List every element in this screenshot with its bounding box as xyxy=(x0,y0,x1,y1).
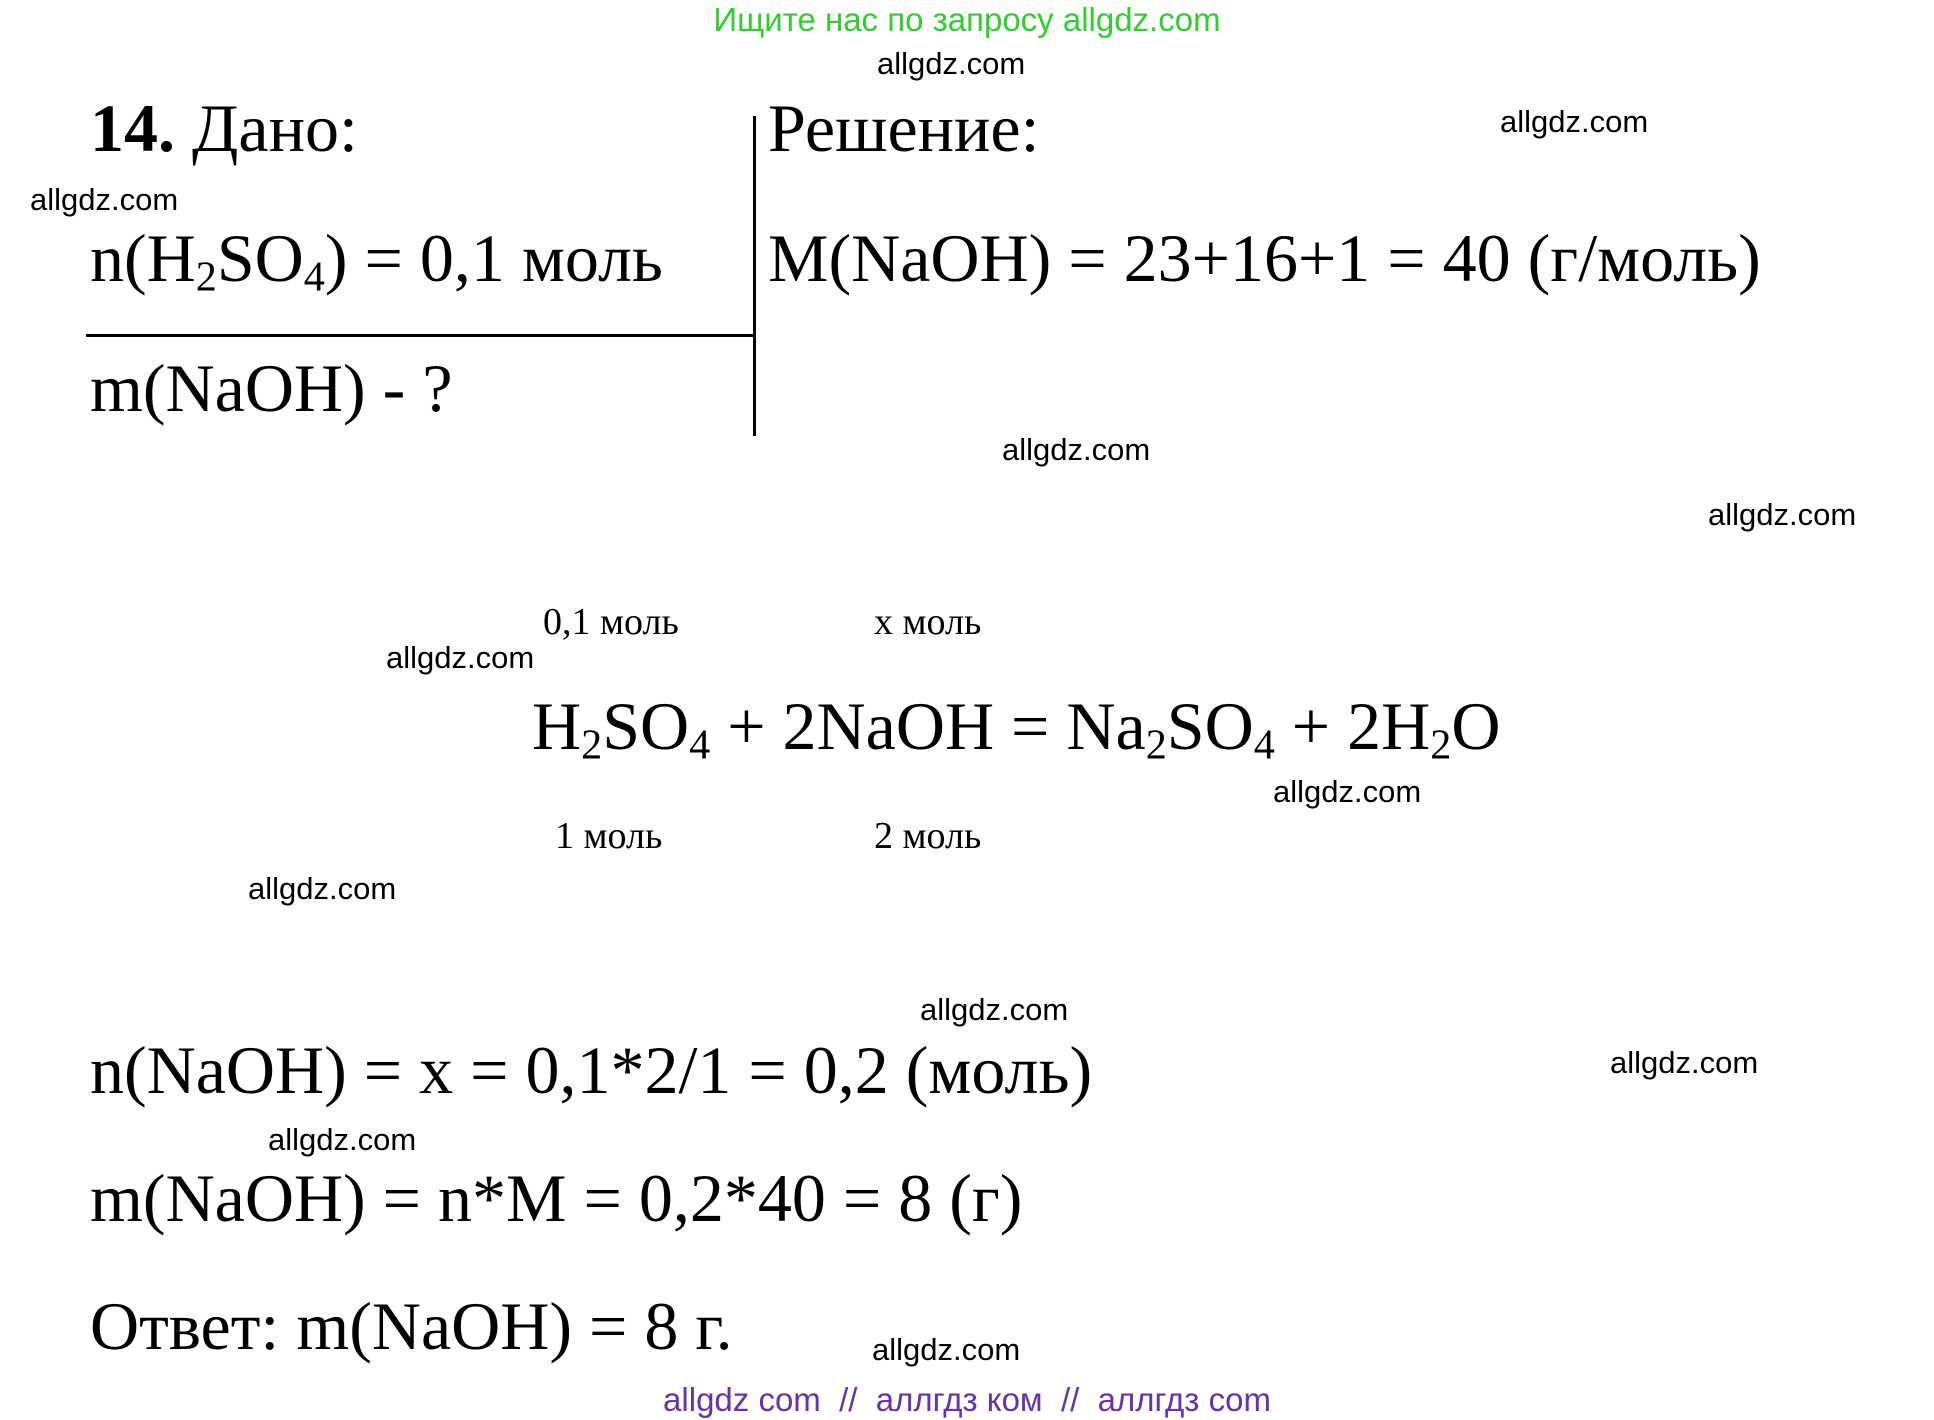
answer: Ответ: m(NaOH) = 8 г. xyxy=(90,1288,733,1364)
problem-heading xyxy=(90,88,358,168)
watermark: allgdz.com xyxy=(1708,497,1857,532)
equation-below-right: 2 моль xyxy=(874,815,982,857)
bottom-banner[interactable]: allgdz com // аллгдз ком // аллгдз com xyxy=(663,1381,1271,1418)
watermark: allgdz.com xyxy=(1500,104,1649,139)
problem-number: 14. xyxy=(90,90,175,166)
watermark: allgdz.com xyxy=(248,871,397,906)
watermark: allgdz.com xyxy=(1273,774,1422,809)
calculation-amount: n(NaOH) = х = 0,1*2/1 = 0,2 (моль) xyxy=(90,1032,1093,1108)
solution-divider xyxy=(753,116,756,436)
watermark: allgdz.com xyxy=(386,640,535,675)
calculation-mass: m(NaOH) = n*M = 0,2*40 = 8 (г) xyxy=(90,1160,1023,1236)
equation-above-left: 0,1 моль xyxy=(543,601,679,643)
molar-mass: M(NaOH) = 23+16+1 = 40 (г/моль) xyxy=(768,220,1761,296)
equation-below-left: 1 моль xyxy=(555,815,663,857)
solution-label: Решение: xyxy=(768,90,1040,166)
chemical-equation: $H_2SO_4$ + 2NaOH = $Na_2SO_4 + 2H_2O$ xyxy=(532,688,1501,769)
watermark: allgdz.com xyxy=(30,182,179,217)
watermark: allgdz.com xyxy=(1002,432,1151,467)
given-label: Дано: xyxy=(192,90,358,166)
given-amount: $n(H_2SO_4) = 0,1$ моль xyxy=(90,220,663,301)
watermark: allgdz.com xyxy=(268,1122,417,1157)
watermark: allgdz.com xyxy=(1610,1045,1759,1080)
find-value: m(NaOH) - ? xyxy=(90,350,453,426)
watermark: allgdz.com xyxy=(920,992,1069,1027)
top-banner[interactable]: Ищите нас по запросу allgdz.com xyxy=(713,1,1221,38)
watermark: allgdz.com xyxy=(872,1332,1021,1367)
given-divider xyxy=(86,334,756,337)
equation-above-right: х моль xyxy=(874,601,982,643)
watermark: allgdz.com xyxy=(877,46,1026,81)
